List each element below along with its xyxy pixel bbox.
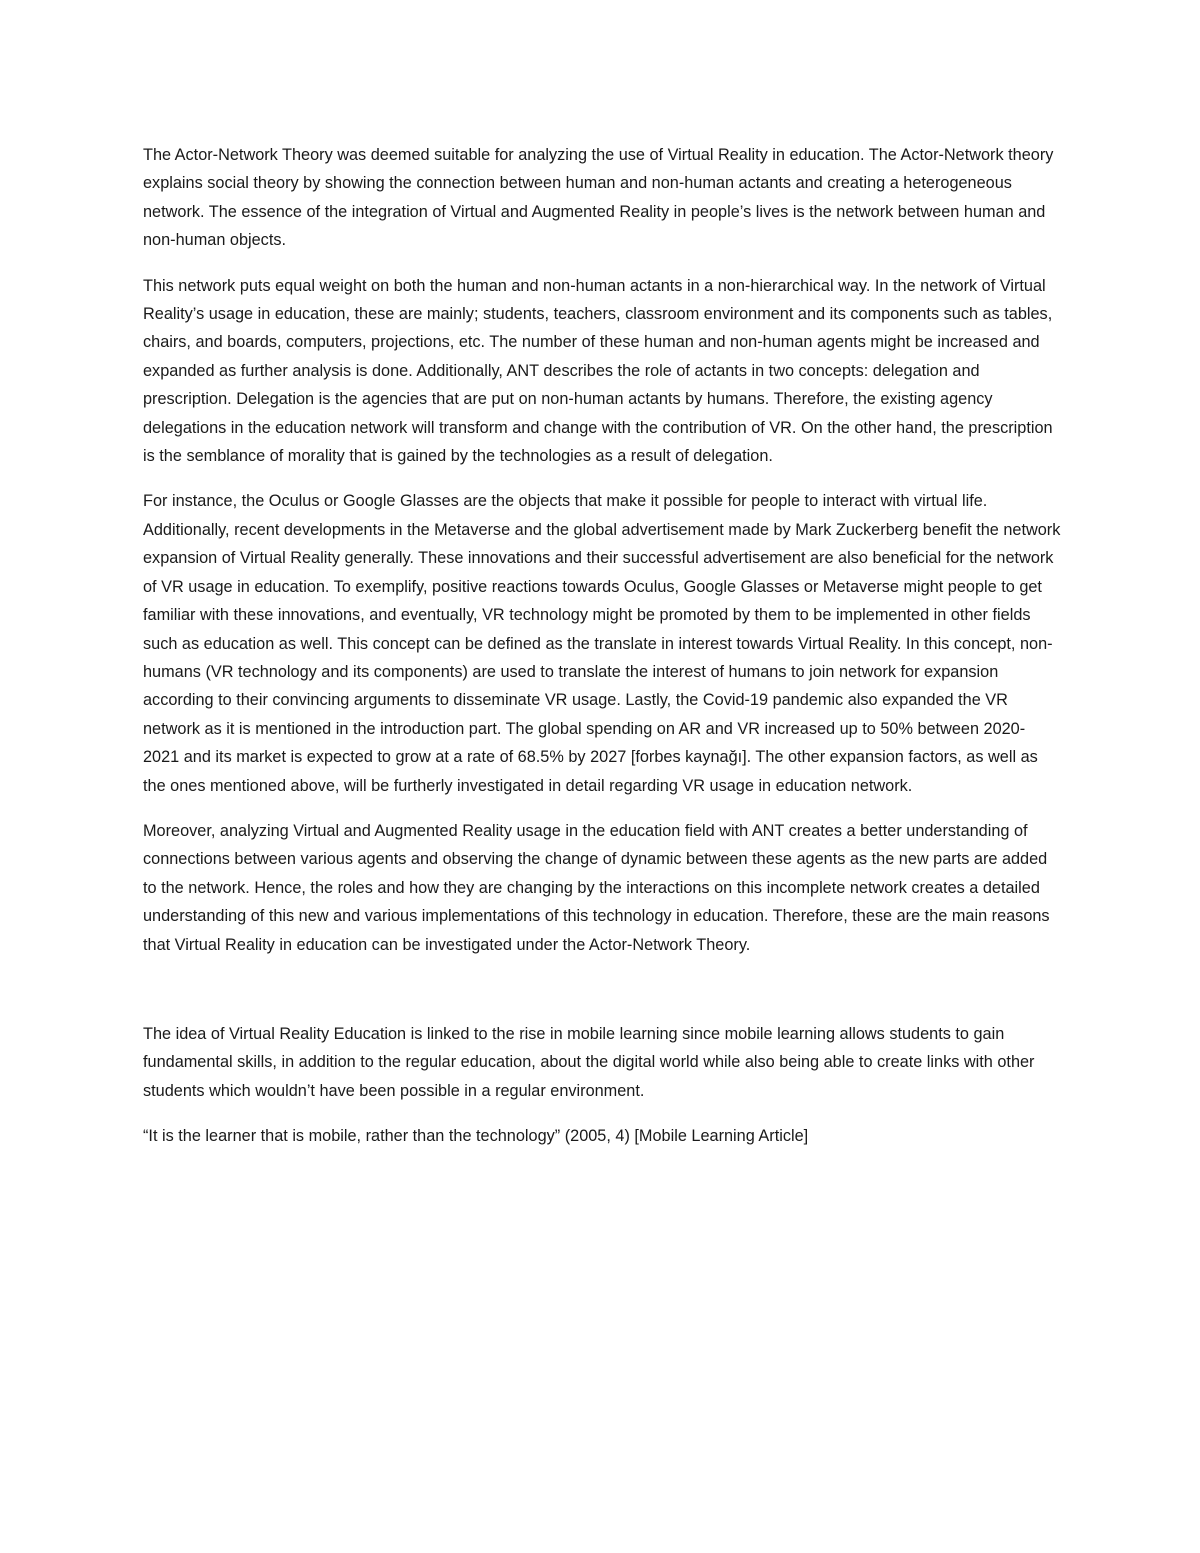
quote-mobile-learning: “It is the learner that is mobile, rather than the technology” (2005, 4) [Mobile Learning Article]	[143, 1127, 809, 1146]
paragraph-mobile-learning: The idea of Virtual Reality Education is linked to the rise in mobile learning since mobile learning allows students to gain fundamental skills, in addition to the regular education, about the digital world while also being able to create links with other students which wouldn’t have been possible in a regular environment.	[143, 1024, 1035, 1100]
paragraph-actor-network-intro: The Actor-Network Theory was deemed suitable for analyzing the use of Virtual Reality in education. The Actor-Network theory explains social theory by showing the connection between human and non-human actants and creating a heterogeneous network. The essence of the integration of Virtual and Augmented Reality in people’s lives is the network between human and non-human objects.	[143, 146, 1054, 250]
paragraph-oculus-example: For instance, the Oculus or Google Glasses are the objects that make it possible for people to interact with virtual life. Additionally, recent developments in the Metaverse and the global advertisement made by Mark Zuckerberg benefit the network expansion of Virtual Reality generally. These innovations and their successful advertisement are also beneficial for the network of VR usage in education. To exemplify, positive reactions towards Oculus, Google Glasses or Metaverse might people to get familiar with these innovations, and eventually, VR technology might be promoted by them to be implemented in other fields such as education as well. This concept can be defined as the translate in interest towards Virtual Reality. In this concept, non-humans (VR technology and its components) are used to translate the interest of humans to join network for expansion according to their convincing arguments to disseminate VR usage. Lastly, the Covid-19 pandemic also expanded the VR network as it is mentioned in the introduction part. The global spending on AR and VR increased up to 50% between 2020-2021 and its market is expected to grow at a rate of 68.5% by 2027 [forbes kaynağı]. The other expansion factors, as well as the ones mentioned above, will be furtherly investigated in detail regarding VR usage in education network.	[143, 492, 1061, 795]
document-page	[143, 141, 1061, 1168]
paragraph-network-weight: This network puts equal weight on both the human and non-human actants in a non-hierarchical way. In the network of Virtual Reality’s usage in education, these are mainly; students, teachers, classroom environment and its components such as tables, chairs, and boards, computers, projections, etc. The number of these human and non-human agents might be increased and expanded as further analysis is done. Additionally, ANT describes the role of actants in two concepts: delegation and prescription. Delegation is the agencies that are put on non-human actants by humans. Therefore, the existing agency delegations in the education network will transform and change with the contribution of VR. On the other hand, the prescription is the semblance of morality that is gained by the technologies as a result of delegation.	[143, 276, 1053, 466]
paragraph-ant-analysis: Moreover, analyzing Virtual and Augmented Reality usage in the education field with ANT creates a better understanding of connections between various agents and observing the change of dynamic between these agents as the new parts are added to the network. Hence, the roles and how they are changing by the interactions on this incomplete network creates a detailed understanding of this new and various implementations of this technology in education. Therefore, these are the main reasons that Virtual Reality in education can be investigated under the Actor-Network Theory.	[143, 821, 1050, 954]
paragraph-spacer	[143, 976, 1061, 1020]
